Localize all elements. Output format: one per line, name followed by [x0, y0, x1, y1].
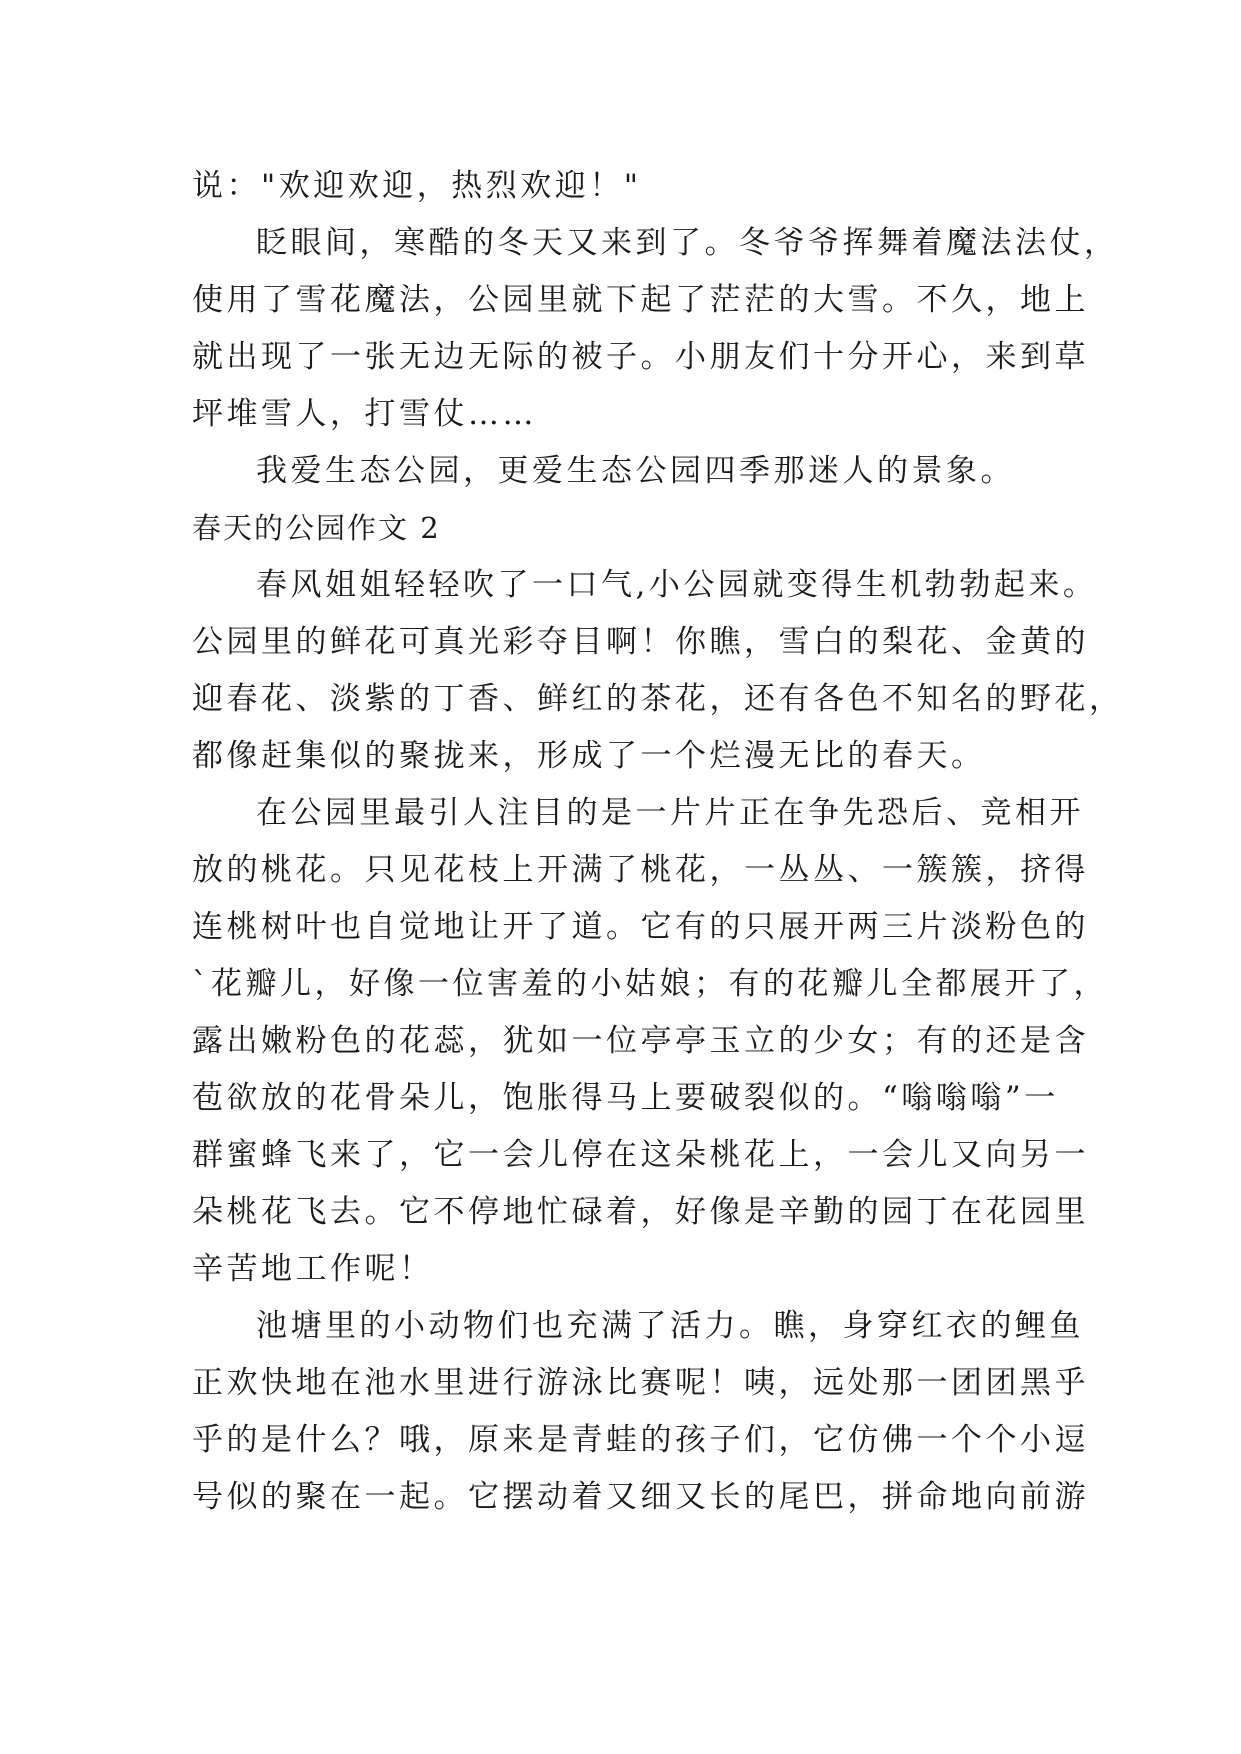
text-line: 使用了雪花魔法，公园里就下起了茫茫的大雪。不久，地上 — [192, 282, 1089, 318]
text-line: 公园里的鲜花可真光彩夺目啊！你瞧，雪白的梨花、金黄的 — [192, 624, 1089, 660]
text-line: 号似的聚在一起。它摆动着又细又长的尾巴，拼命地向前游 — [192, 1479, 1089, 1515]
paragraph-start-line: 眨眼间，寒酷的冬天又来到了。冬爷爷挥舞着魔法法仗， — [256, 225, 1119, 261]
text-line: 朵桃花飞去。它不停地忙碌着，好像是辛勤的园丁在花园里 — [192, 1194, 1089, 1230]
text-line: 迎春花、淡紫的丁香、鲜红的茶花，还有各色不知名的野花， — [192, 681, 1124, 717]
text-line: 坪堆雪人，打雪仗…… — [192, 396, 537, 432]
section-heading: 春天的公园作文 2 — [192, 511, 441, 545]
paragraph-start-line: 池塘里的小动物们也充满了活力。瞧，身穿红衣的鲤鱼 — [256, 1308, 1084, 1344]
text-line: 就出现了一张无边无际的被子。小朋友们十分开心，来到草 — [192, 339, 1089, 375]
text-line: 说："欢迎欢迎，热烈欢迎！" — [192, 168, 642, 204]
document-body — [192, 158, 1124, 1526]
text-line: `花瓣儿，好像一位害羞的小姑娘；有的花瓣儿全都展开了， — [192, 966, 1108, 1002]
text-line: 都像赶集似的聚拢来，形成了一个烂漫无比的春天。 — [192, 738, 986, 774]
text-line: 露出嫩粉色的花蕊，犹如一位亭亭玉立的少女；有的还是含 — [192, 1023, 1089, 1059]
text-line: 苞欲放的花骨朵儿，饱胀得马上要破裂似的。“嗡嗡嗡”一 — [192, 1080, 1059, 1116]
paragraph-start-line: 春风姐姐轻轻吹了一口气,小公园就变得生机勃勃起来。 — [256, 567, 1098, 603]
paragraph-start-line: 我爱生态公园，更爱生态公园四季那迷人的景象。 — [256, 453, 1015, 489]
text-line: 连桃树叶也自觉地让开了道。它有的只展开两三片淡粉色的 — [192, 909, 1089, 945]
paragraph-start-line: 在公园里最引人注目的是一片片正在争先恐后、竞相开 — [256, 795, 1084, 831]
text-line: 群蜜蜂飞来了，它一会儿停在这朵桃花上，一会儿又向另一 — [192, 1137, 1089, 1173]
text-line: 辛苦地工作呢！ — [192, 1251, 434, 1287]
text-line: 放的桃花。只见花枝上开满了桃花，一丛丛、一簇簇，挤得 — [192, 852, 1089, 888]
text-line: 乎的是什么？哦，原来是青蛙的孩子们，它仿佛一个个小逗 — [192, 1422, 1089, 1458]
text-line: 正欢快地在池水里进行游泳比赛呢！咦，远处那一团团黑乎 — [192, 1365, 1089, 1401]
